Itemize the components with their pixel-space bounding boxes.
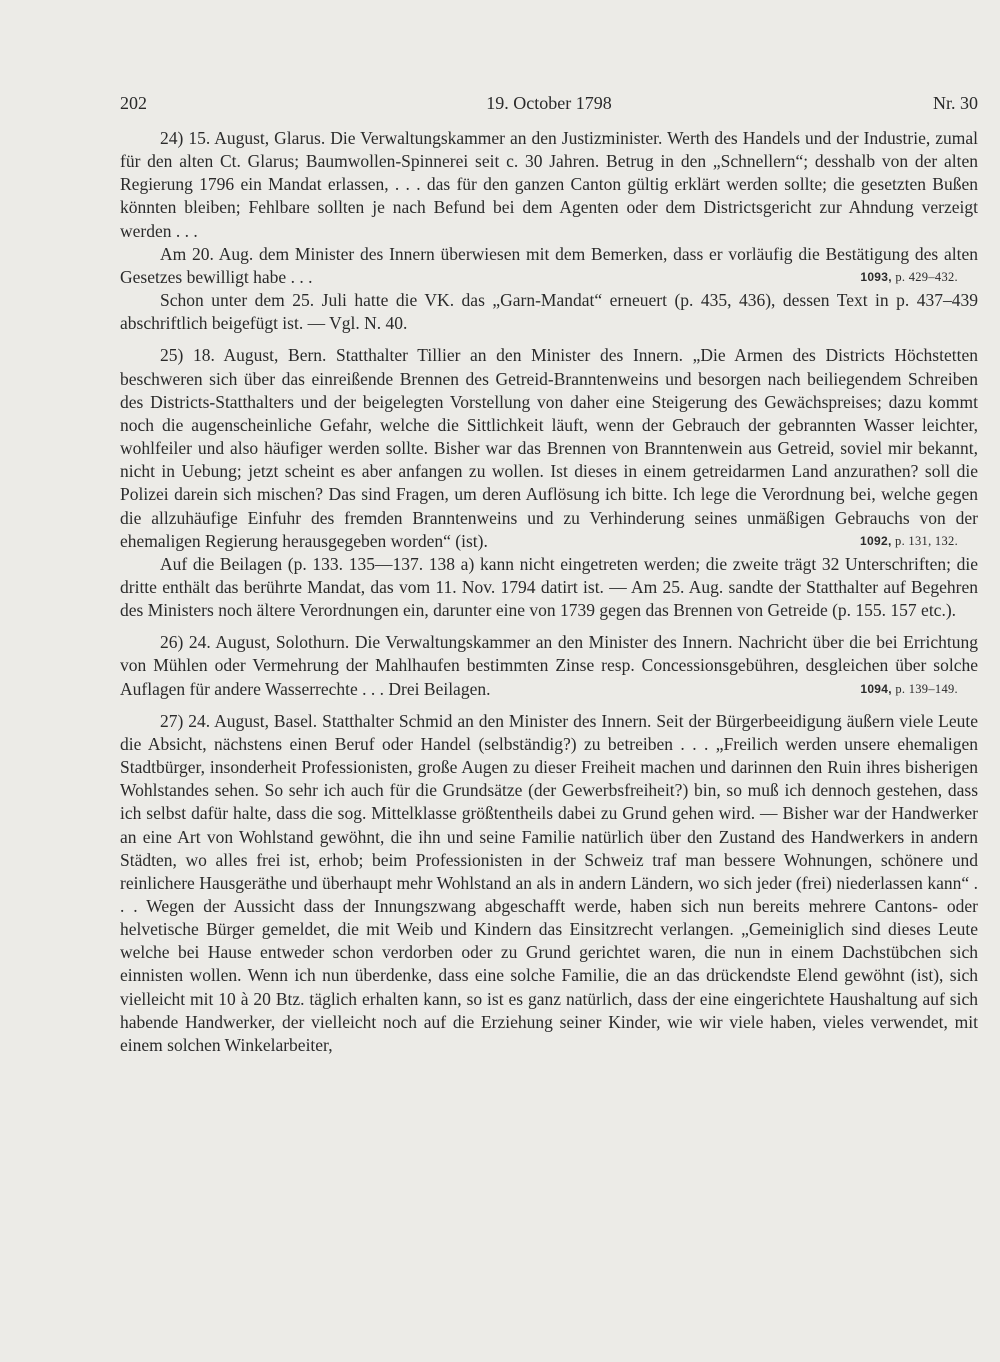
reference-pages: p. 139–149. xyxy=(895,681,958,696)
paragraph-text: Schon unter dem 25. Juli hatte die VK. das „Garn-Mandat“ erneuert (p. 435, 436), dessen Text in p. 437–439 abschriftlich beigefügt ist. — Vgl. N. 40. xyxy=(120,290,978,334)
entry-25-note xyxy=(120,553,978,622)
entry-26 xyxy=(120,631,978,700)
reference-pages: p. 131, 132. xyxy=(895,533,958,548)
paragraph-text: 27) 24. August, Basel. Statthalter Schmid an den Minister des Innern. Seit der Bürgerbeeidigung äußern viele Leute die Absicht, nächstens einen Beruf oder Handel (selbständig?) zu betreiben . . . „Freilich werden unsere ehemaligen Stadtbürger, insonderheit Professionisten, große Augen zu dieser Freiheit machen und darinnen den Ruin ihres bisherigen Wohlstandes sehen. So sehr ich auch für die Grundsätze (der Gewerbsfreiheit?) bin, so muß ich dennoch gestehen, dass ich selbst dafür halte, dass die sog. Mittelklasse größtentheils dabei zu Grund gehen wird. — Bisher war der Handwerker an eine Art von Wohlstand gewöhnt, die ihn und seine Familie natürlich über den Zustand des Handwerkers in andern Städten, wo alles frei ist, erhob; beim Professionisten in der Schweiz traf man bessere Wohnungen, schönere und reinlichere Hausgeräthe und überhaupt mehr Wohlstand an als in andern Ländern, wo sich jeder (frei) niederlassen kann“ . . . Wegen der Aussicht dass der Innungszwang abgeschafft werde, haben sich nun bereits mehrere Cantons- oder helvetische Bürger gemeldet, die mit Weib und Kindern das Einsitzrecht verlangen. „Gemeiniglich sind dieses Leute welche bei Hause entweder schon verdorben oder zu Grund gerichtet waren, die nun in einem Dachstübchen sich einnisten wollen. Wenn ich nun überdenke, dass eine solche Familie, die an das drückendste Elend gewöhnt (ist), sich vielleicht mit 10 à 20 Btz. täglich erhalten kann, so ist es ganz natürlich, dass der eine eingerichtete Haushaltung auf sich habende Handwerker, der vielleicht noch auf die Erziehung seiner Kinder, wie wir viele haben, vieles verwendet, mit einem solchen Winkelarbeiter, xyxy=(120,710,978,1055)
reference-volume: 1092, xyxy=(860,533,892,548)
header-date: 19. October 1798 xyxy=(486,93,612,113)
entry-24 xyxy=(120,127,978,243)
page-body xyxy=(120,127,978,1057)
entry-24-note-2 xyxy=(120,289,978,335)
entry-25 xyxy=(120,344,978,552)
archive-reference xyxy=(820,530,958,553)
archive-reference xyxy=(820,678,958,701)
paragraph-text: 24) 15. August, Glarus. Die Verwaltungskammer an den Justizminister. Werth des Handels und der Industrie, zumal für den alten Ct. Glarus; Baumwollen-Spinnerei seit c. 30 Jahren. Betrug in den „Schnellern“; desshalb von der alten Regierung 1796 ein Mandat erlassen, . . . das für den ganzen Canton gültig erklärt werden sollte; die gesetzten Bußen könnten bleiben; Fehlbare sollten je nach Befund bei dem Agenten oder dem Districtsgericht zur Ahndung verzeigt werden . . . xyxy=(120,128,978,241)
document-number: Nr. 30 xyxy=(933,93,978,113)
reference-volume: 1093, xyxy=(860,269,892,284)
paragraph-text: 26) 24. August, Solothurn. Die Verwaltungskammer an den Minister des Innern. Nachricht über die bei Errichtung von Mühlen oder Vermehrung der Mahlhaufen bestimmten Zinse resp. Concessionsgebühren, desgleichen über solche Auflagen für andere Wasserrechte . . . Drei Beilagen. xyxy=(120,632,978,699)
page-number: 202 xyxy=(120,93,147,113)
reference-pages: p. 429–432. xyxy=(895,269,958,284)
entry-27 xyxy=(120,710,978,1057)
paragraph-text: Auf die Beilagen (p. 133. 135—137. 138 a) kann nicht eingetreten werden; die zweite trägt 32 Unterschriften; die dritte enthält das berührte Mandat, das vom 11. Nov. 1794 datirt ist. — Am 25. Aug. sandte der Statthalter auf Begehren des Ministers noch ältere Verordnungen ein, darunter eine von 1739 gegen das Brennen von Getreide (p. 155. 157 etc.). xyxy=(120,553,978,621)
reference-volume: 1094, xyxy=(860,681,892,696)
entry-24-note-1 xyxy=(120,243,978,289)
paragraph-text: Am 20. Aug. dem Minister des Innern überwiesen mit dem Bemerken, dass er vorläufig die Bestätigung des alten Gesetzes bewilligt habe . . . xyxy=(120,243,978,287)
page-header xyxy=(120,93,978,121)
paragraph-text: 25) 18. August, Bern. Statthalter Tillier an den Minister des Innern. „Die Armen des Districts Höchstetten beschweren sich über das einreißende Brennen des Getreid-Branntenweins und besorgen nach beiliegendem Schreiben des Districts-Statthalters und der beigelegten Vorstellung von daher eine Steigerung des Gewächspreises; dazu kommt noch die augenscheinliche Gefahr, welche die Sittlichkeit läuft, wenn der Gebrauch der gebrannten Wasser leichter, wohlfeiler und also häufiger werden sollte. Bisher war das Brennen von Branntenwein aus Getreid, soviel mir bekannt, nicht in Uebung; jetzt scheint es aber anfangen zu wollen. Ist dieses in einem getreidarmen Land anzurathen? soll die Polizei darein sich mischen? Das sind Fragen, um deren Auflösung ich bitte. Ich lege die Verordnung bei, welche gegen die allzuhäufige Einfuhr des fremden Branntenweins und zu Verhinderung seines unmäßigen Gebrauchs von der ehemaligen Regierung herausgegeben worden“ (ist). xyxy=(120,345,978,551)
archive-reference xyxy=(820,266,958,289)
